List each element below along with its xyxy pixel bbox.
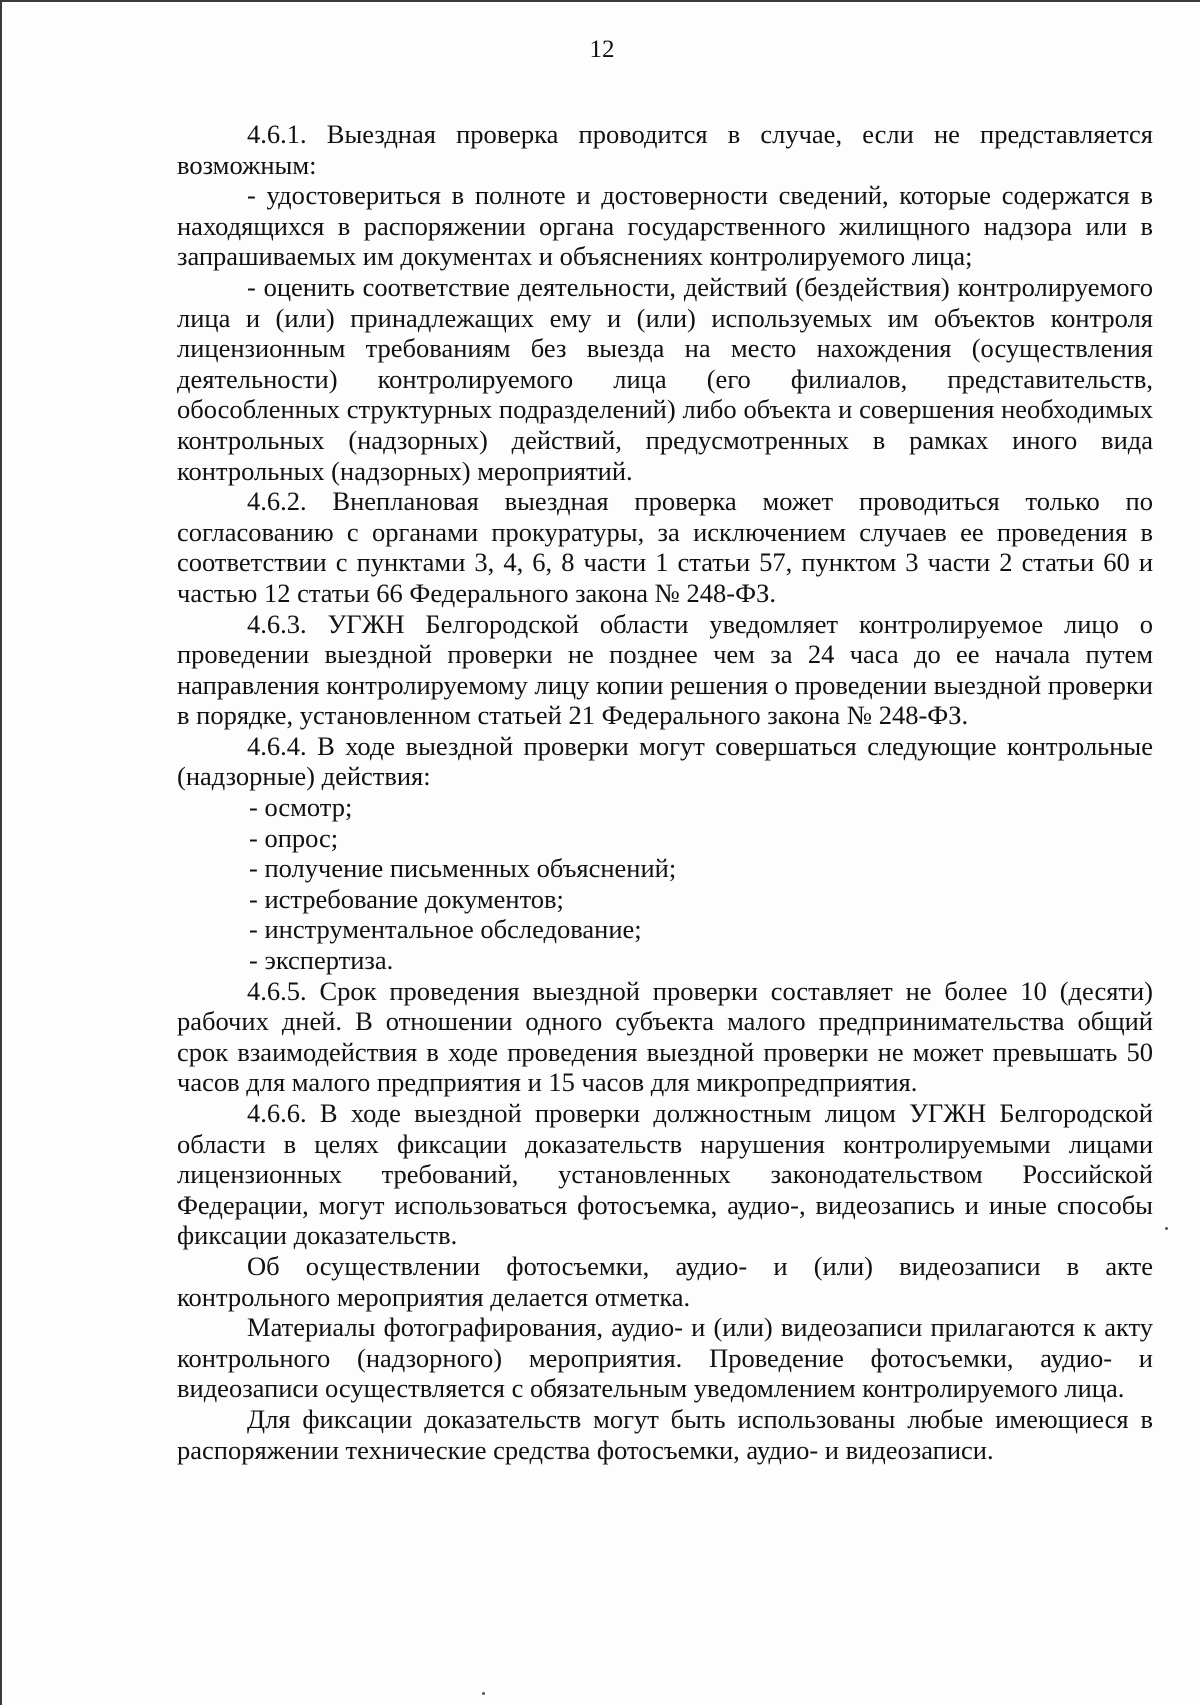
paragraph-4-6-3: 4.6.3. УГЖН Белгородской области уведомляет контролируемое лицо о проведении выездной проверки не позднее чем за 24 часа до ее начала путем направления контролируемому лицу копии решения о проведении выездной проверки в порядке, установленном статьей 21 Федерального закона № 248-ФЗ. <box>177 608 1153 731</box>
action-list-item: - получение письменных объяснений; <box>249 853 677 884</box>
paragraph-4-6-4: 4.6.4. В ходе выездной проверки могут совершаться следующие контрольные (надзорные) действия: <box>177 730 1153 792</box>
paragraph-assess-compliance: - оценить соответствие деятельности, действий (бездействия) контролируемого лица и (или) принадлежащих ему и (или) используемых им объектов контроля лицензионным требованиям без выезда на место нахождения (осуществления деятельности) контролируемого лица (его филиалов, представительств, обособленных структурных подразделений) либо объекта и совершения необходимых контрольных (надзорных) действий, предусмотренных в рамках иного вида контрольных (надзорных) мероприятий. <box>177 271 1153 486</box>
paragraph-technical-means: Для фиксации доказательств могут быть использованы любые имеющиеся в распоряжении технические средства фотосъемки, аудио- и видеозаписи. <box>177 1403 1153 1465</box>
page-number: 12 <box>589 36 615 63</box>
action-list-item: - инструментальное обследование; <box>249 914 642 945</box>
paragraph-4-6-1: 4.6.1. Выездная проверка проводится в случае, если не представляется возможным: <box>177 119 1153 180</box>
action-list-item: - опрос; <box>249 822 339 853</box>
paragraph-4-6-5: 4.6.5. Срок проведения выездной проверки составляет не более 10 (десяти) рабочих дней. В отношении одного субъекта малого предпринимательства общий срок взаимодействия в ходе проведения выездной проверки не может превышать 50 часов для малого предприятия и 15 часов для микропредприятия. <box>177 975 1153 1098</box>
paragraph-materials: Материалы фотографирования, аудио- и (или) видеозаписи прилагаются к акту контрольного (надзорного) мероприятия. Проведение фотосъемки, аудио- и видеозаписи осуществляется с обязательным уведомлением контролируемого лица. <box>177 1312 1153 1404</box>
action-list-item: - экспертиза. <box>249 945 394 976</box>
action-list-item: - осмотр; <box>249 792 353 823</box>
scan-speck <box>482 1692 485 1695</box>
action-list-item: - истребование документов; <box>249 883 564 914</box>
paragraph-recording-note: Об осуществлении фотосъемки, аудио- и (или) видеозаписи в акте контрольного мероприятия делается отметка. <box>177 1250 1153 1312</box>
paragraph-4-6-2: 4.6.2. Внеплановая выездная проверка может проводиться только по согласованию с органами прокуратуры, за исключением случаев ее проведения в соответствии с пунктами 3, 4, 6, 8 части 1 статьи 57, пунктом 3 части 2 статьи 60 и частью 12 статьи 66 Федерального закона № 248-ФЗ. <box>177 486 1153 608</box>
paragraph-verify-completeness: - удостовериться в полноте и достоверности сведений, которые содержатся в находящихся в распоряжении органа государственного жилищного надзора или в запрашиваемых им документах и объяснениях контролируемого лица; <box>177 180 1153 272</box>
document-body <box>177 119 1153 1465</box>
scan-speck <box>1165 1227 1168 1230</box>
paragraph-4-6-6: 4.6.6. В ходе выездной проверки должностным лицом УГЖН Белгородской области в целях фиксации доказательств нарушения контролируемыми лицами лицензионных требований, установленных законодательством Российской Федерации, могут использоваться фотосъемка, аудио-, видеозапись и иные способы фиксации доказательств. <box>177 1098 1153 1251</box>
